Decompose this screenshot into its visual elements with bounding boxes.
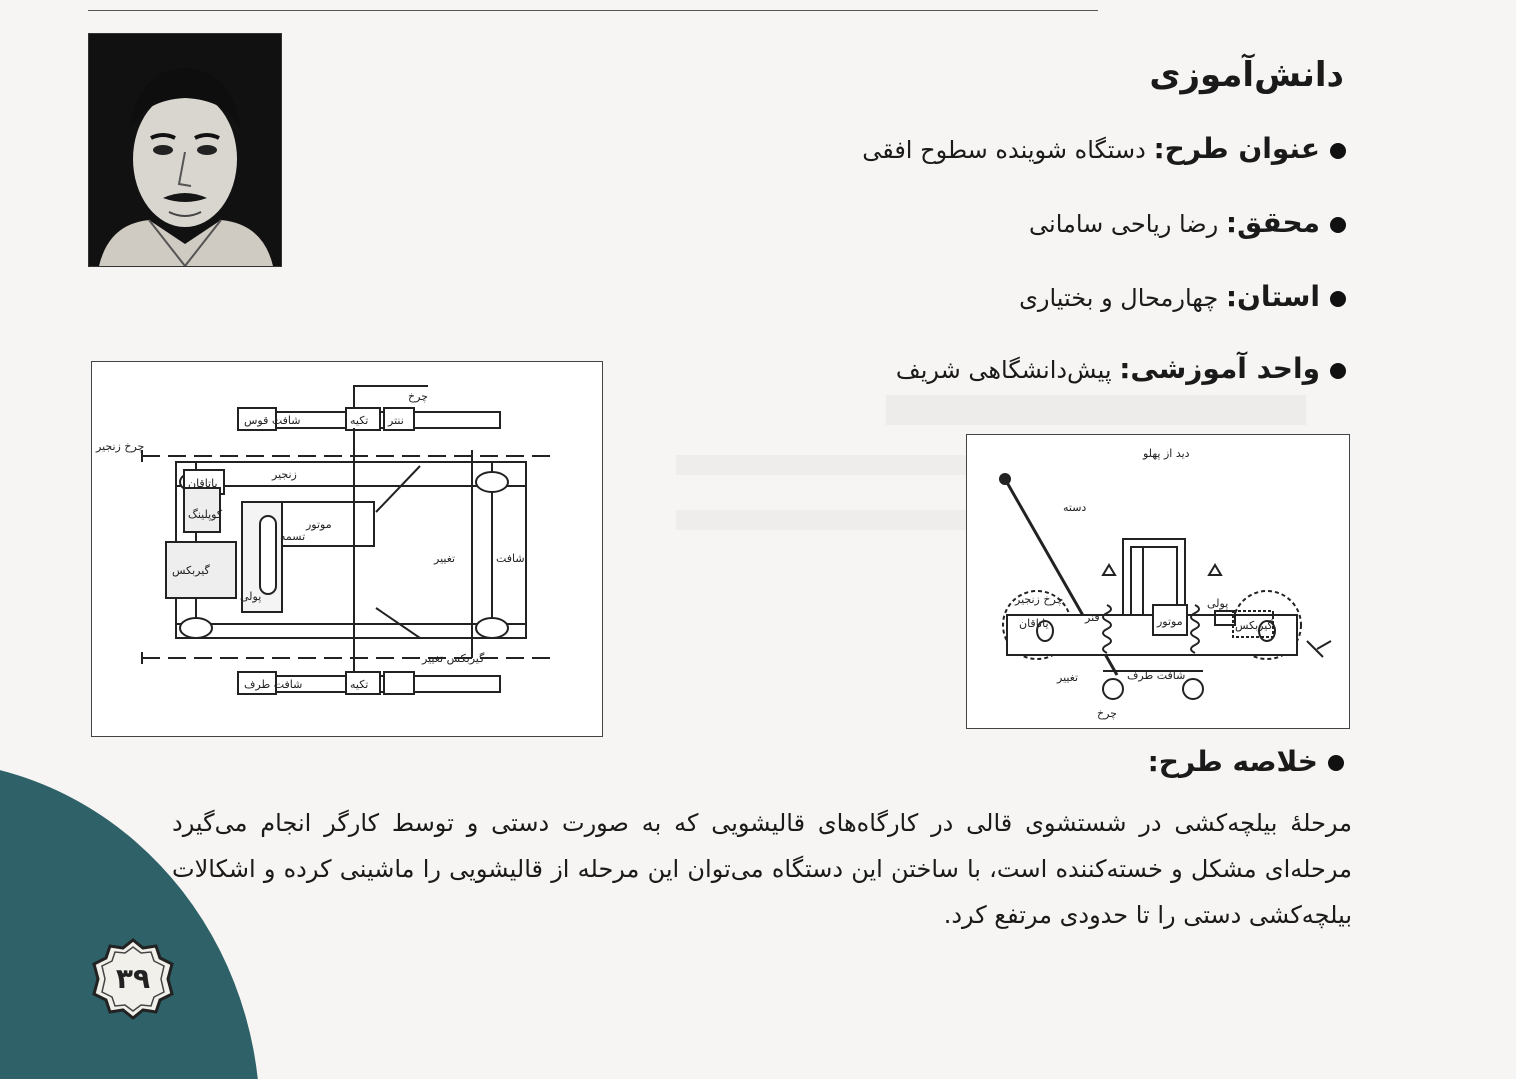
label-bearing2: کوپلینگ	[188, 508, 223, 521]
page-number: ۳۹	[115, 962, 151, 995]
portrait-image	[89, 34, 281, 266]
label-wheel-top: چرخ	[408, 390, 428, 403]
top-rule	[88, 10, 1098, 11]
label-gearbox: گیربکس	[172, 564, 210, 577]
label-chain-left-top: چرخ زنجیر	[96, 440, 145, 453]
side-view-diagram	[966, 434, 1350, 729]
label-handle: دسته	[1063, 501, 1087, 514]
bullet-icon	[1330, 143, 1346, 159]
label-wheel: چرخ	[1097, 707, 1117, 720]
label-shaft-bottom: تکیه	[350, 678, 369, 691]
label-motor: موتور	[306, 518, 332, 531]
label-belt: تسمه	[280, 530, 306, 543]
section-title: دانش‌آموزی	[1149, 55, 1344, 95]
page-number-badge	[92, 938, 174, 1020]
bullet-icon	[1330, 217, 1346, 233]
summary-heading	[1148, 745, 1344, 778]
researcher-photo	[88, 33, 282, 267]
label-shaft-top: تکیه	[350, 414, 369, 427]
field-value: رضا ریاحی سامانی	[1029, 210, 1219, 238]
field-label: عنوان طرح:	[1153, 132, 1320, 165]
label-chain-gear: چرخ زنجیر	[1015, 593, 1064, 606]
summary-text: مرحلهٔ بیلچه‌کشی در شستشوی قالی در کارگاه‌های قالیشویی که به صورت دستی و توسط کارگر انجام می‌گیرد مرحله‌ای مشکل و خسته‌کننده است، با ساختن این دستگاه می‌توان این مرحله از قالیشویی را ماشینی کرده و اشکالات بیلچه‌کشی دستی را تا حدودی مرتفع کرد.	[172, 809, 1352, 929]
label-motor: موتور	[1157, 615, 1183, 628]
label-side-view-title: دید از پهلو	[1143, 447, 1190, 460]
label-cylinder-top: ننتر	[388, 414, 404, 427]
top-view-schematic	[92, 362, 602, 736]
field-researcher	[1029, 206, 1346, 239]
field-label: استان:	[1225, 280, 1320, 313]
label-spring: فنر	[1085, 611, 1100, 624]
side-view-schematic	[967, 435, 1349, 728]
label-bearing: یاتاقان	[188, 477, 218, 490]
label-side-shaft-right: شافت	[496, 552, 525, 565]
bullet-icon	[1328, 755, 1344, 771]
field-label: محقق:	[1225, 206, 1320, 239]
summary-label: خلاصه طرح:	[1147, 745, 1318, 778]
label-pulley: پولی	[1207, 597, 1229, 610]
label-gearbox: گیربکس	[1235, 619, 1273, 632]
field-value: پیش‌دانشگاهی شریف	[895, 356, 1112, 384]
field-value: چهارمحال و بختیاری	[1019, 284, 1219, 312]
label-gear-change: تغییر	[1057, 671, 1079, 684]
field-value: دستگاه شوینده سطوح افقی	[862, 136, 1146, 164]
label-shift: تغییر	[434, 552, 456, 565]
field-label: واحد آموزشی:	[1119, 352, 1320, 385]
bleed-through	[886, 395, 1306, 425]
field-province	[1019, 280, 1346, 313]
bullet-icon	[1330, 291, 1346, 307]
label-bearing: یاتاقان	[1019, 617, 1049, 630]
top-view-diagram	[91, 361, 603, 737]
field-project-title	[862, 132, 1346, 165]
label-pulley: پولی	[240, 590, 262, 603]
label-side-shaft-bottom: شافت طرف	[244, 678, 303, 691]
bullet-icon	[1330, 363, 1346, 379]
label-chain-mid: زنجیر	[272, 468, 297, 481]
label-gear-change: گیربکس تغییر	[422, 652, 485, 665]
field-school	[896, 352, 1346, 385]
label-shaft-side: شافت طرف	[1127, 669, 1186, 682]
label-side-shaft-top: شافت قوس	[244, 414, 301, 427]
